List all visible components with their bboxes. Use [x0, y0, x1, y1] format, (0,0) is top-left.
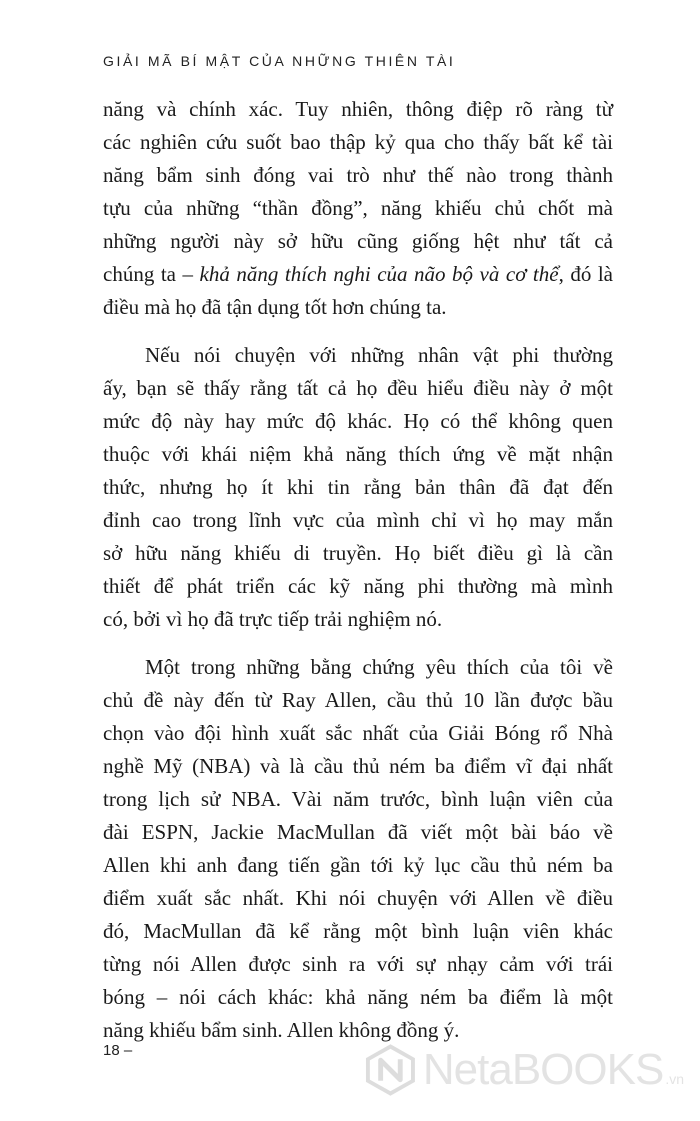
text-line: thức, nhưng họ ít khi tin rằng bản thân đã đạt đến: [103, 475, 613, 499]
text-line: chọn vào đội hình xuất sắc nhất của Giải Bóng rổ Nhà: [103, 721, 613, 745]
text-line: mức độ này hay mức độ khác. Họ có thể không quen: [103, 409, 613, 433]
text-line: điều mà họ đã tận dụng tốt hơn chúng ta.: [103, 295, 447, 319]
text-line: nghề Mỹ (NBA) và là cầu thủ ném ba điểm vĩ đại nhất: [103, 754, 613, 778]
text-line: điểm xuất sắc nhất. Khi nói chuyện với Allen về điều: [103, 886, 613, 910]
text-line: năng và chính xác. Tuy nhiên, thông điệp rõ ràng từ: [103, 97, 613, 121]
text-line: bóng – nói cách khác: khả năng ném ba điểm là một: [103, 985, 613, 1009]
text-line: thiết để phát triển các kỹ năng phi thường mà mình: [103, 574, 613, 598]
running-head: GIẢI MÃ BÍ MẬT CỦA NHỮNG THIÊN TÀI: [103, 53, 456, 69]
text-line: những người này sở hữu cũng giống hệt như tất cả: [103, 229, 613, 253]
text-line: Nếu nói chuyện với những nhân vật phi thường: [145, 343, 613, 367]
netabooks-logo-icon: [364, 1043, 417, 1097]
text-run: chúng ta –: [103, 262, 200, 286]
text-line: năng bẩm sinh đóng vai trò như thế nào trong thành: [103, 163, 613, 187]
italic-phrase: khả năng thích nghi của não bộ và cơ thể: [199, 262, 559, 286]
text-line: đài ESPN, Jackie MacMullan đã viết một bài báo về: [103, 820, 613, 844]
text-line: thuộc với khái niệm khả năng thích ứng về mặt nhận: [103, 442, 613, 466]
text-line: có, bởi vì họ đã trực tiếp trải nghiệm nó.: [103, 607, 443, 631]
text-line: Một trong những bằng chứng yêu thích của tôi về: [145, 655, 613, 679]
watermark: [364, 1040, 684, 1100]
text-line: sở hữu năng khiếu di truyền. Họ biết điều gì là cần: [103, 541, 613, 565]
watermark-brand: NetaBOOKS: [422, 1045, 664, 1094]
text-run: , đó là: [558, 262, 614, 286]
text-line: các nghiên cứu suốt bao thập kỷ qua cho thấy bất kể tài: [103, 130, 613, 154]
text-line: chủ đề này đến từ Ray Allen, cầu thủ 10 lần được bầu: [103, 688, 613, 712]
watermark-suffix: .vn: [665, 1071, 684, 1087]
text-line: ấy, bạn sẽ thấy rằng tất cả họ đều hiểu điều này ở một: [103, 376, 613, 400]
paragraph-3: [103, 651, 613, 1047]
text-line: trong lịch sử NBA. Vài năm trước, bình luận viên của: [103, 787, 613, 811]
paragraph-1: [103, 93, 613, 324]
text-line: đỉnh cao trong lĩnh vực của mình chỉ vì họ may mắn: [103, 508, 613, 532]
body-text: [103, 93, 613, 1062]
text-line: [103, 258, 613, 291]
paragraph-2: [103, 339, 613, 636]
text-line: từng nói Allen được sinh ra với sự nhạy cảm với trái: [103, 952, 613, 976]
page-number: 18 –: [103, 1042, 133, 1059]
text-line: tựu của những “thần đồng”, năng khiếu chủ chốt mà: [103, 196, 613, 220]
text-line: Allen khi anh đang tiến gần tới kỷ lục cầu thủ ném ba: [103, 853, 613, 877]
text-line: năng khiếu bẩm sinh. Allen không đồng ý.: [103, 1018, 460, 1042]
text-line: đó, MacMullan đã kể rằng một bình luận viên khác: [103, 919, 613, 943]
